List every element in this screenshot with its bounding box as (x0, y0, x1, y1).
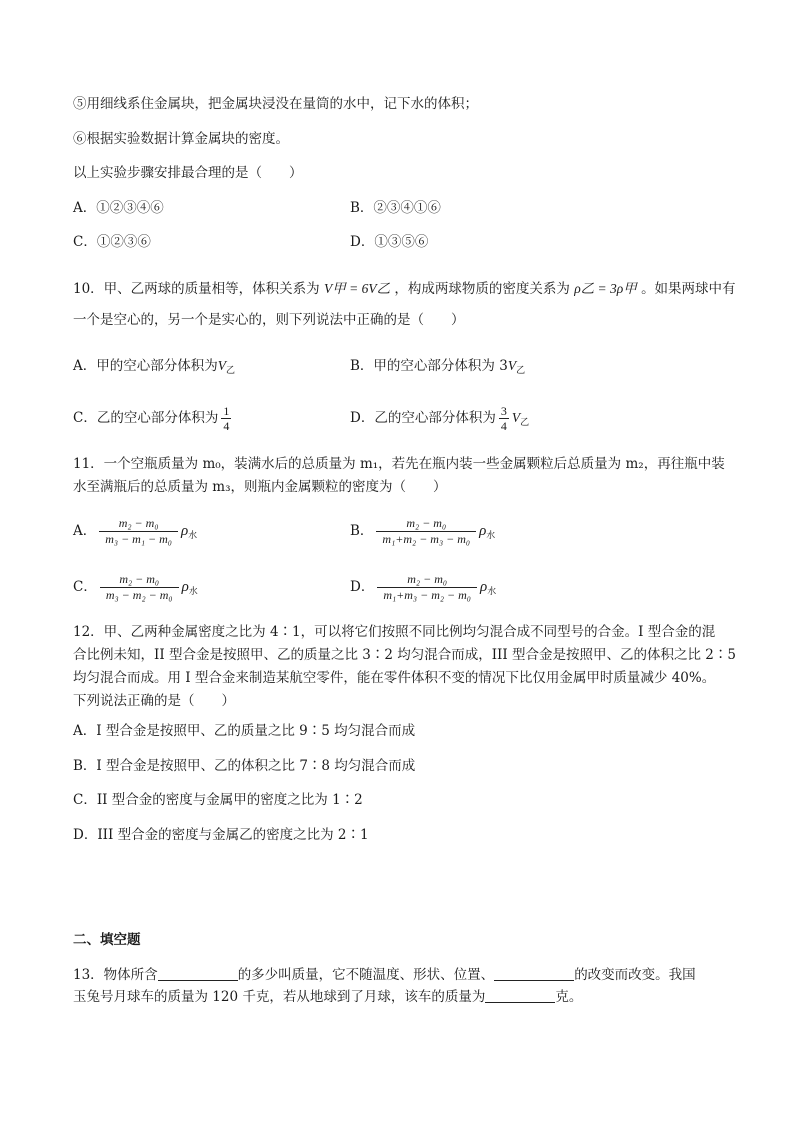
q11-option-d-denominator: m₁+m₃ − m₂ − m₀ (383, 588, 471, 602)
q12-stem-line-3: 均匀混合而成。用 I 型合金来制造某航空零件，能在零件体积不变的情况下比仅用金属甲时质量减少 40%。 (73, 670, 716, 686)
q13-blank-3[interactable] (485, 987, 555, 1003)
q10-option-b-subscript: 乙 (516, 366, 526, 376)
q13-blank-2[interactable] (494, 965, 574, 981)
q11-option-d-label: D． (350, 579, 375, 595)
q10-option-a[interactable] (73, 355, 235, 382)
q11-option-c-numerator: m₂ − m₀ (100, 572, 179, 588)
q9-option-b[interactable]: B．②③④①⑥ (350, 200, 441, 216)
q10-text-b: ，构成两球物质的密度关系为 (394, 281, 570, 297)
q10-option-d[interactable] (350, 404, 529, 434)
q13-text-b: 的多少叫质量，它不随温度、形状、位置、 (237, 967, 495, 983)
q11-option-a-water: 水 (188, 531, 198, 541)
q11-option-b-water: 水 (486, 531, 496, 541)
q10-option-c-numerator: 1 (223, 404, 230, 418)
q12-option-c[interactable]: C．II 型合金的密度与金属甲的密度之比为 1∶2 (73, 792, 363, 808)
q12-option-b[interactable]: B．I 型合金是按照甲、乙的体积之比 7∶8 均匀混合而成 (73, 758, 416, 774)
q11-option-d-fraction (377, 572, 477, 603)
q11-option-c[interactable] (73, 572, 198, 603)
q11-stem-line-1: 11．一个空瓶质量为 m₀，装满水后的总质量为 m₁，若先在瓶内装一些金属颗粒后总质量为 m₂，再往瓶中装 (73, 456, 725, 472)
q9-option-c[interactable]: C．①②③⑥ (73, 234, 151, 250)
q13-line-2 (73, 986, 582, 1008)
q11-option-c-label: C． (73, 579, 97, 595)
section-heading: 二、填空题 (73, 932, 141, 948)
q12-option-a[interactable]: A．I 型合金是按照甲、乙的质量之比 9∶5 均匀混合而成 (73, 723, 416, 739)
q10-density-relation: ρ乙 = 3ρ甲 (574, 281, 637, 296)
q10-option-b-symbol: V (507, 358, 517, 373)
q11-option-a-rho: ρ (180, 523, 189, 539)
step-6: ⑥根据实验数据计算金属块的密度。 (73, 131, 289, 147)
q11-stem-line-2: 水至满瓶后的总质量为 m₃，则瓶内金属颗粒的密度为（ ） (73, 479, 447, 495)
q10-option-a-text: A．甲的空心部分体积为 (73, 358, 218, 374)
q11-option-b-denominator: m₁+m₂ − m₃ − m₀ (382, 532, 471, 546)
q11-option-c-water: 水 (188, 587, 198, 597)
q10-option-c[interactable] (73, 404, 234, 433)
q13-text-d: 玉兔号月球车的质量为 120 千克，若从地球到了月球，该车的质量为 (73, 989, 486, 1005)
q11-option-a-denominator: m₃ − m₁ − m₀ (105, 532, 172, 546)
q10-text-c: 。如果两球中有 (641, 281, 736, 297)
q13-line-1 (73, 964, 696, 986)
step-5: ⑤用细线系住金属块，把金属块浸没在量筒的水中，记下水的体积； (73, 96, 478, 112)
q11-option-d[interactable] (350, 572, 496, 603)
q13-text-c: 的改变而改变。我国 (574, 967, 696, 983)
q10-option-d-subscript: 乙 (520, 418, 530, 428)
q11-option-b-fraction (376, 516, 476, 547)
q11-option-c-rho: ρ (181, 579, 189, 595)
q13-text-a: 13．物体所含 (73, 967, 158, 983)
q10-volume-relation: V甲 = 6V乙 (323, 281, 391, 296)
q9-option-a[interactable]: A．①②③④⑥ (73, 200, 164, 216)
q11-option-d-water: 水 (487, 587, 497, 597)
q10-option-b[interactable] (350, 355, 525, 382)
q10-stem-line-2: 一个是空心的，另一个是实心的，则下列说法中正确的是（ ） (73, 312, 465, 328)
q10-option-b-text: B．甲的空心部分体积为 3 (350, 358, 508, 374)
q13-text-e: 克。 (555, 989, 583, 1005)
q10-option-d-symbol: V (511, 410, 521, 425)
q10-stem-line-1 (73, 278, 736, 300)
q11-option-a[interactable] (73, 516, 197, 547)
q12-stem-line-1: 12．甲、乙两种金属密度之比为 4∶1，可以将它们按照不同比例均匀混合成不同型号的合金。I 型合金的混 (73, 624, 716, 640)
q11-option-b-rho: ρ (479, 523, 487, 539)
q10-option-c-text: C．乙的空心部分体积为 (73, 410, 219, 426)
q10-option-c-fraction (221, 404, 231, 433)
q11-option-b[interactable] (350, 516, 495, 547)
q9-prompt: 以上实验步骤安排最合理的是（ ） (73, 165, 303, 181)
q10-option-d-fraction (499, 404, 509, 433)
q11-option-c-denominator: m₃ − m₂ − m₀ (105, 588, 173, 602)
q10-option-c-denominator: 4 (223, 419, 230, 433)
q12-stem-line-2: 合比例未知，II 型合金是按照甲、乙的质量之比 3∶2 均匀混合而成，III 型合金是按照甲、乙的体积之比 2∶5 (73, 647, 736, 663)
q10-option-a-subscript: 乙 (226, 366, 236, 376)
q10-option-d-denominator: 4 (500, 419, 507, 433)
q11-option-b-numerator: m₂ − m₀ (376, 516, 476, 532)
q12-stem-line-4: 下列说法正确的是（ ） (73, 693, 235, 709)
q10-option-d-text: D．乙的空心部分体积为 (350, 410, 496, 426)
q10-option-a-symbol: V (217, 358, 226, 373)
q11-option-a-label: A． (73, 523, 97, 539)
q11-option-d-rho: ρ (479, 579, 488, 595)
q10-text-a: 10．甲、乙两球的质量相等，体积关系为 (73, 281, 320, 297)
q11-option-a-fraction (99, 516, 178, 547)
q11-option-d-numerator: m₂ − m₀ (377, 572, 477, 588)
q12-option-d[interactable]: D．III 型合金的密度与金属乙的密度之比为 2∶1 (73, 827, 369, 843)
q9-option-d[interactable]: D．①③⑤⑥ (350, 234, 429, 250)
q11-option-b-label: B． (350, 523, 374, 539)
q13-blank-1[interactable] (158, 965, 238, 981)
q10-option-d-numerator: 3 (500, 404, 507, 418)
q11-option-a-numerator: m₂ − m₀ (99, 516, 178, 532)
q11-option-c-fraction (100, 572, 179, 603)
